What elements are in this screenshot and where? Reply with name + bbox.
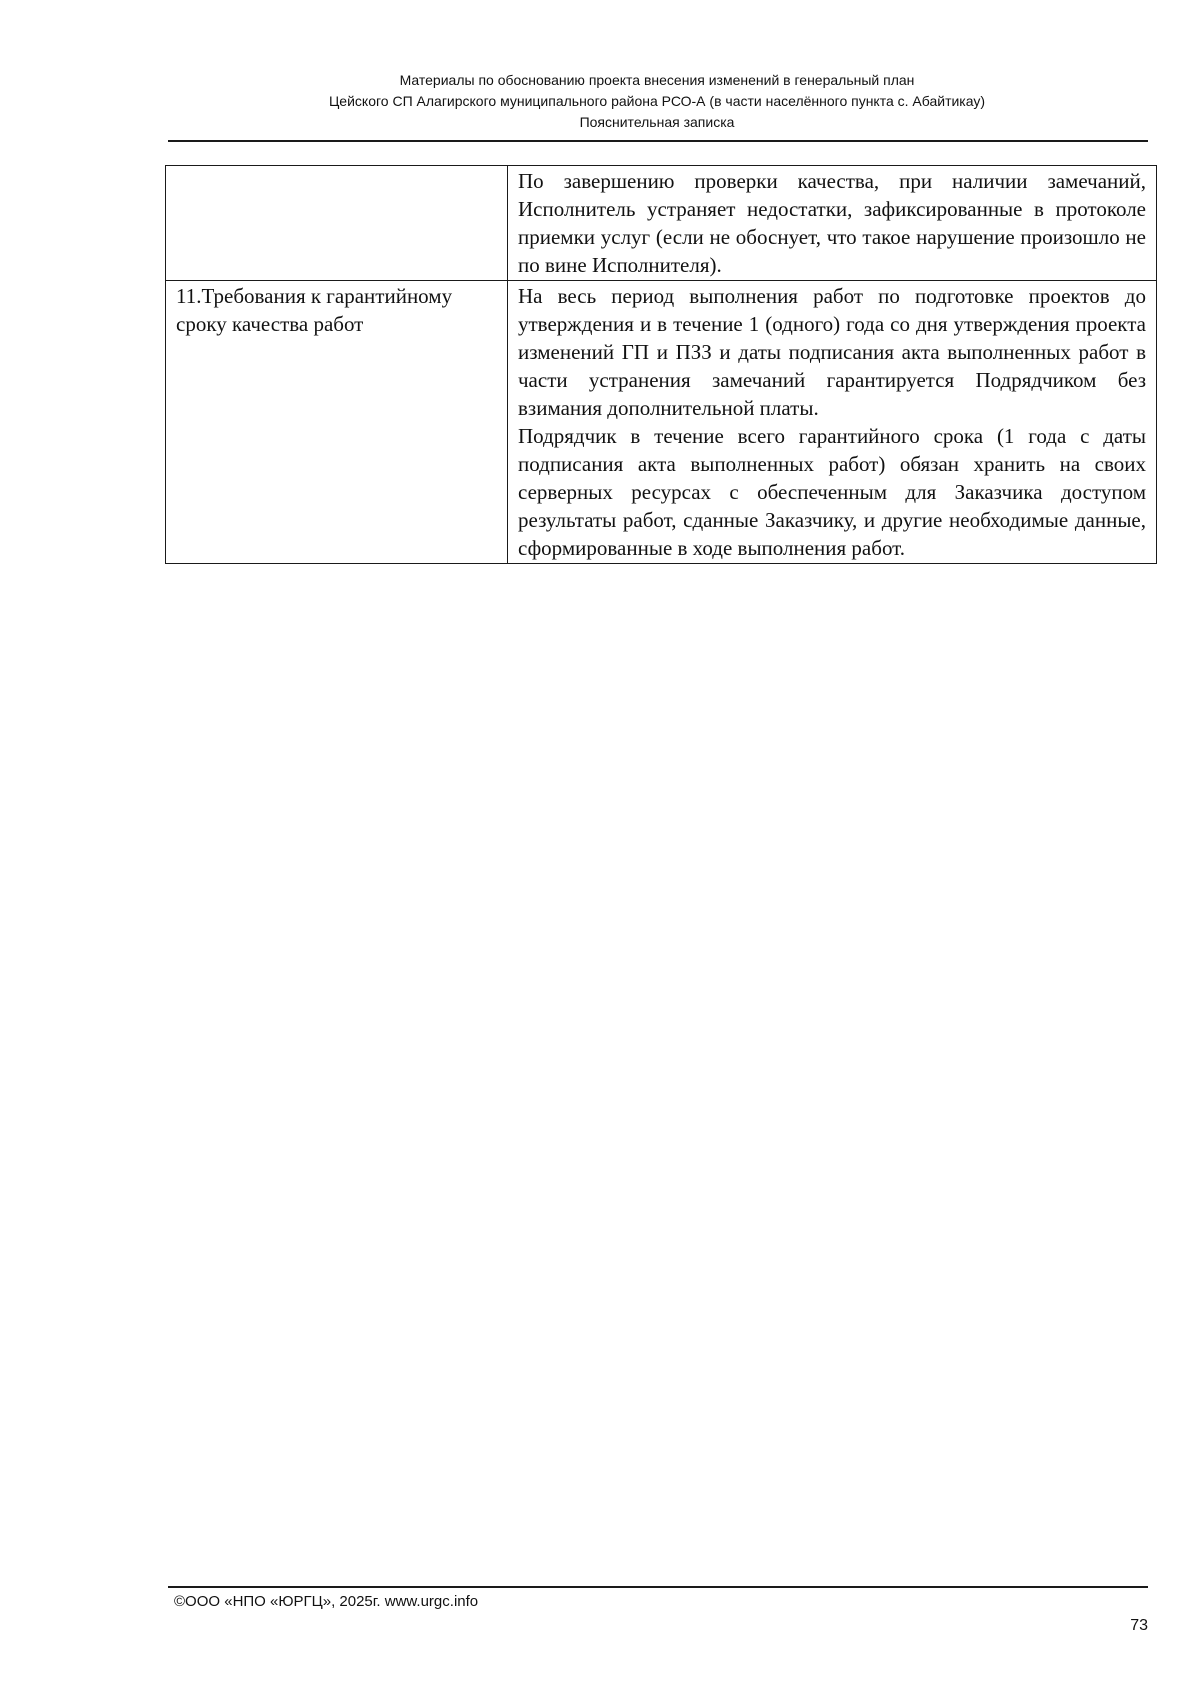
header-line-1: Материалы по обоснованию проекта внесения изменений в генеральный план xyxy=(399,72,915,88)
requirements-table xyxy=(165,165,1157,564)
table-cell-content xyxy=(508,281,1157,564)
table-row xyxy=(166,281,1157,564)
table-cell-label: 11.Требования к гарантийному сроку качества работ xyxy=(166,281,508,564)
cell-paragraph: На весь период выполнения работ по подготовке проектов до утверждения и в течение 1 (одного) года со дня утверждения проекта изменений ГП и ПЗЗ и даты подписания акта выполненных работ в части устранения замечаний гарантируется Подрядчиком без взимания дополнительной платы. xyxy=(518,284,1146,420)
cell-paragraph: По завершению проверки качества, при наличии замечаний, Исполнитель устраняет недостатки, зафиксированные в протоколе приемки услуг (если не обоснует, что такое нарушение произошло не по вине Исполнителя). xyxy=(518,169,1146,277)
footer-divider xyxy=(168,1586,1148,1588)
cell-paragraph: Подрядчик в течение всего гарантийного срока (1 года с даты подписания акта выполненных работ) обязан хранить на своих серверных ресурсах с обеспеченным для Заказчика доступом результаты работ, сданные Заказчику, и другие необходимые данные, сформированные в ходе выполнения работ. xyxy=(518,424,1146,560)
table-cell-label xyxy=(166,166,508,281)
header-line-3: Пояснительная записка xyxy=(579,114,735,130)
table-cell-content xyxy=(508,166,1157,281)
page-header xyxy=(168,70,1146,133)
footer-copyright: ©ООО «НПО «ЮРГЦ», 2025г. www.urgc.info xyxy=(174,1593,479,1610)
page-number: 73 xyxy=(1130,1617,1148,1634)
table-row xyxy=(166,166,1157,281)
header-line-2: Цейского СП Алагирского муниципального района РСО-А (в части населённого пункта с. Абайтикау) xyxy=(328,93,986,109)
header-divider xyxy=(168,140,1148,142)
